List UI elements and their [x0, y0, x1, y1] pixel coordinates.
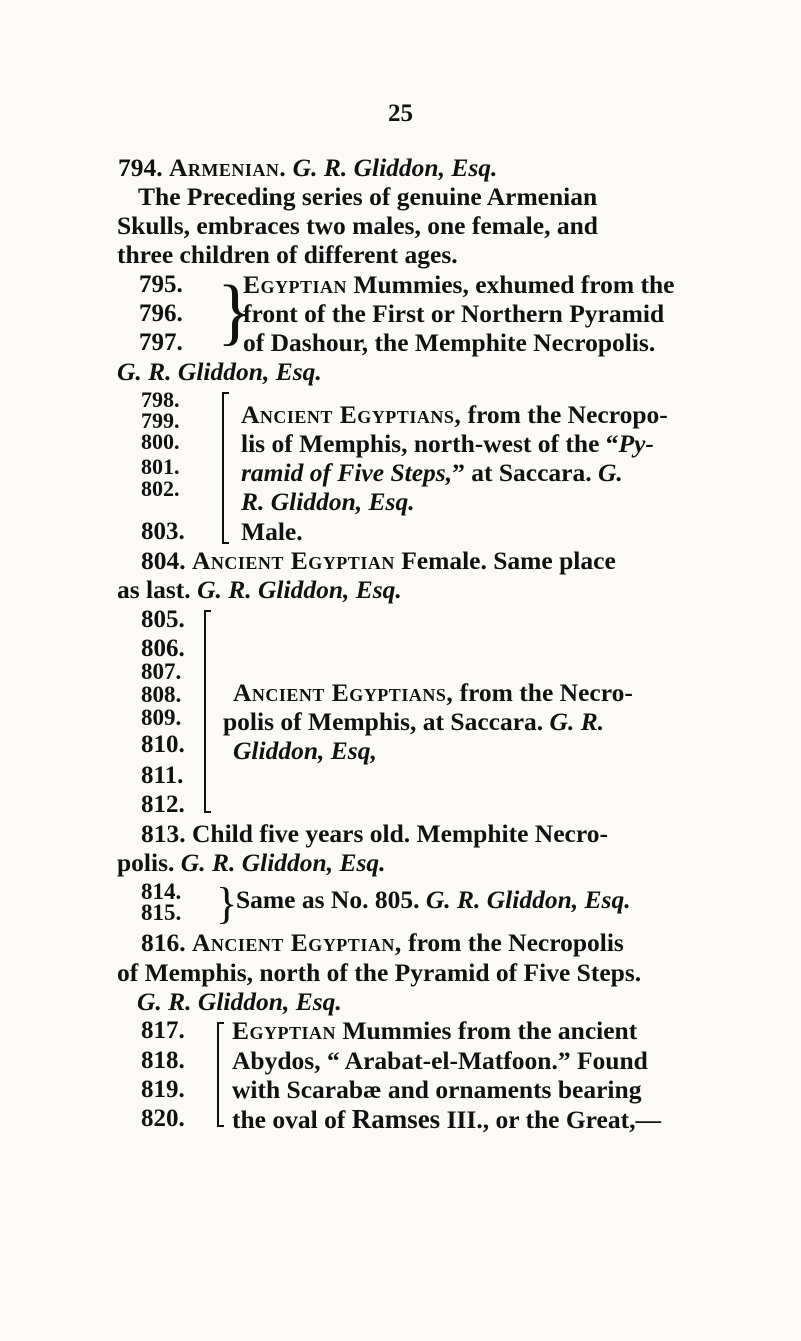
donor: G. R. Gliddon, Esq.: [137, 987, 342, 1016]
entry-816-line-1: [141, 930, 624, 956]
entry-number: 794.: [118, 153, 163, 182]
entry-number: 805.: [141, 606, 185, 633]
brace-icon: [204, 610, 206, 813]
entry-label: Ancient Egyptians,: [233, 678, 454, 707]
entry-794-text: Skulls, embraces two males, one female, and: [117, 211, 598, 240]
entry-number: 796.: [139, 300, 183, 327]
entry-813-line-2: [117, 850, 386, 876]
entry-number: 818.: [141, 1047, 185, 1074]
entry-817-line-4: [232, 1106, 661, 1133]
entry-text: the oval of: [232, 1105, 346, 1134]
entry-number: 819.: [141, 1076, 185, 1103]
entry-label: Ancient Egyptians,: [241, 400, 462, 429]
entry-text: polis of Memphis, at Saccara.: [223, 707, 544, 736]
entry-number: 810.: [141, 731, 185, 758]
entry-number: 804.: [141, 546, 186, 575]
entry-label: Egyptian: [243, 270, 348, 299]
donor: G. R. Gliddon, Esq.: [117, 357, 322, 386]
entry-794-text: The Preceding series of genuine Armenian: [138, 182, 598, 211]
entry-label: Ancient Egyptian,: [192, 928, 402, 957]
entry-text: polis.: [117, 848, 175, 877]
entry-804-line-1: [141, 548, 616, 574]
donor: G. R. Gliddon, Esq.: [197, 575, 402, 604]
entry-number: 807.: [141, 659, 182, 684]
entry-795-text: of Dashour, the Memphite Necropolis.: [243, 328, 656, 357]
entry-817-line-1: [232, 1018, 637, 1044]
entry-text: Female. Same place: [401, 546, 616, 575]
entry-798-line-3: [241, 460, 623, 486]
entry-number: 814.: [141, 879, 182, 904]
entry-number: 806.: [141, 635, 185, 662]
entry-number: 797.: [139, 329, 183, 356]
entry-817-text: with Scarabæ and ornaments bearing: [232, 1075, 642, 1104]
entry-number: 798.: [141, 387, 180, 412]
entry-number: 801.: [141, 454, 180, 479]
brace-icon: }: [217, 271, 253, 353]
entry-text: Mummies, exhumed from the: [353, 270, 675, 299]
page-number: 25: [388, 100, 413, 127]
brace-icon: [217, 1022, 219, 1127]
entry-number: 803.: [141, 518, 185, 545]
entry-text: ” at Saccara.: [452, 458, 592, 487]
brace-icon: }: [216, 879, 238, 928]
entry-number: 815.: [141, 900, 182, 925]
entry-number: 817.: [141, 1017, 185, 1044]
entry-number: 809.: [141, 705, 182, 730]
donor: G. R. Gliddon, Esq.: [180, 848, 386, 877]
entry-794-text: three children of different ages.: [117, 240, 458, 269]
donor: G. R. Gliddon, Esq.: [425, 885, 631, 914]
donor: G. R. Gliddon, Esq.: [292, 153, 498, 182]
entry-number: 812.: [141, 791, 185, 818]
entry-text: from the Necropolis: [408, 928, 624, 957]
entry-text: Ramses: [351, 1104, 441, 1134]
entry-text: as last.: [117, 575, 191, 604]
entry-number: 800.: [141, 429, 180, 454]
entry-text: ramid of Five Steps,: [241, 458, 453, 487]
entry-text: Same as No. 805.: [236, 885, 420, 914]
donor: Gliddon, Esq,: [233, 736, 377, 765]
entry-number: 799.: [141, 408, 180, 433]
entry-816-text: of Memphis, north of the Pyramid of Five Steps.: [117, 958, 642, 987]
entry-text: Py-: [618, 429, 654, 458]
entry-text: III., or the Great,—: [446, 1105, 661, 1134]
entry-label: Armenian.: [169, 153, 287, 182]
entry-804-line-2: [117, 577, 402, 603]
entry-text: lis of Memphis, north-west of the “: [241, 429, 619, 458]
donor: G.: [597, 458, 623, 487]
entry-817-text: Abydos, “ Arabat-el-Matfoon.” Found: [232, 1046, 648, 1075]
donor: G. R.: [549, 707, 605, 736]
entry-label: Ancient Egyptian: [192, 546, 395, 575]
entry-795-text: front of the First or Northern Pyramid: [243, 299, 665, 328]
entry-798-line-1: [241, 402, 668, 428]
entry-number: 816.: [141, 928, 186, 957]
entry-text: Mummies from the ancient: [342, 1016, 638, 1045]
entry-805-line-2: [223, 709, 604, 735]
entry-text: from the Necropo-: [467, 400, 668, 429]
entry-number: 813.: [141, 819, 186, 848]
entry-798-line-2: [241, 431, 654, 457]
entry-text: Child five years old. Memphite Necro-: [192, 819, 608, 848]
entry-number: 808.: [141, 682, 182, 707]
entry-813-line-1: [141, 821, 608, 847]
entry-798-text: Male.: [241, 517, 303, 546]
entry-814-line: [236, 887, 631, 913]
entry-794-line-1: [118, 155, 497, 181]
donor: R. Gliddon, Esq.: [241, 487, 415, 516]
entry-795-line-1: [243, 272, 674, 298]
entry-label: Egyptian: [232, 1016, 337, 1045]
brace-icon: [222, 392, 224, 544]
entry-number: 811.: [141, 762, 184, 789]
entry-number: 795.: [139, 271, 183, 298]
entry-text: from the Necro-: [459, 678, 633, 707]
entry-805-line-1: [233, 680, 633, 706]
entry-number: 820.: [141, 1105, 185, 1132]
entry-number: 802.: [141, 476, 180, 501]
